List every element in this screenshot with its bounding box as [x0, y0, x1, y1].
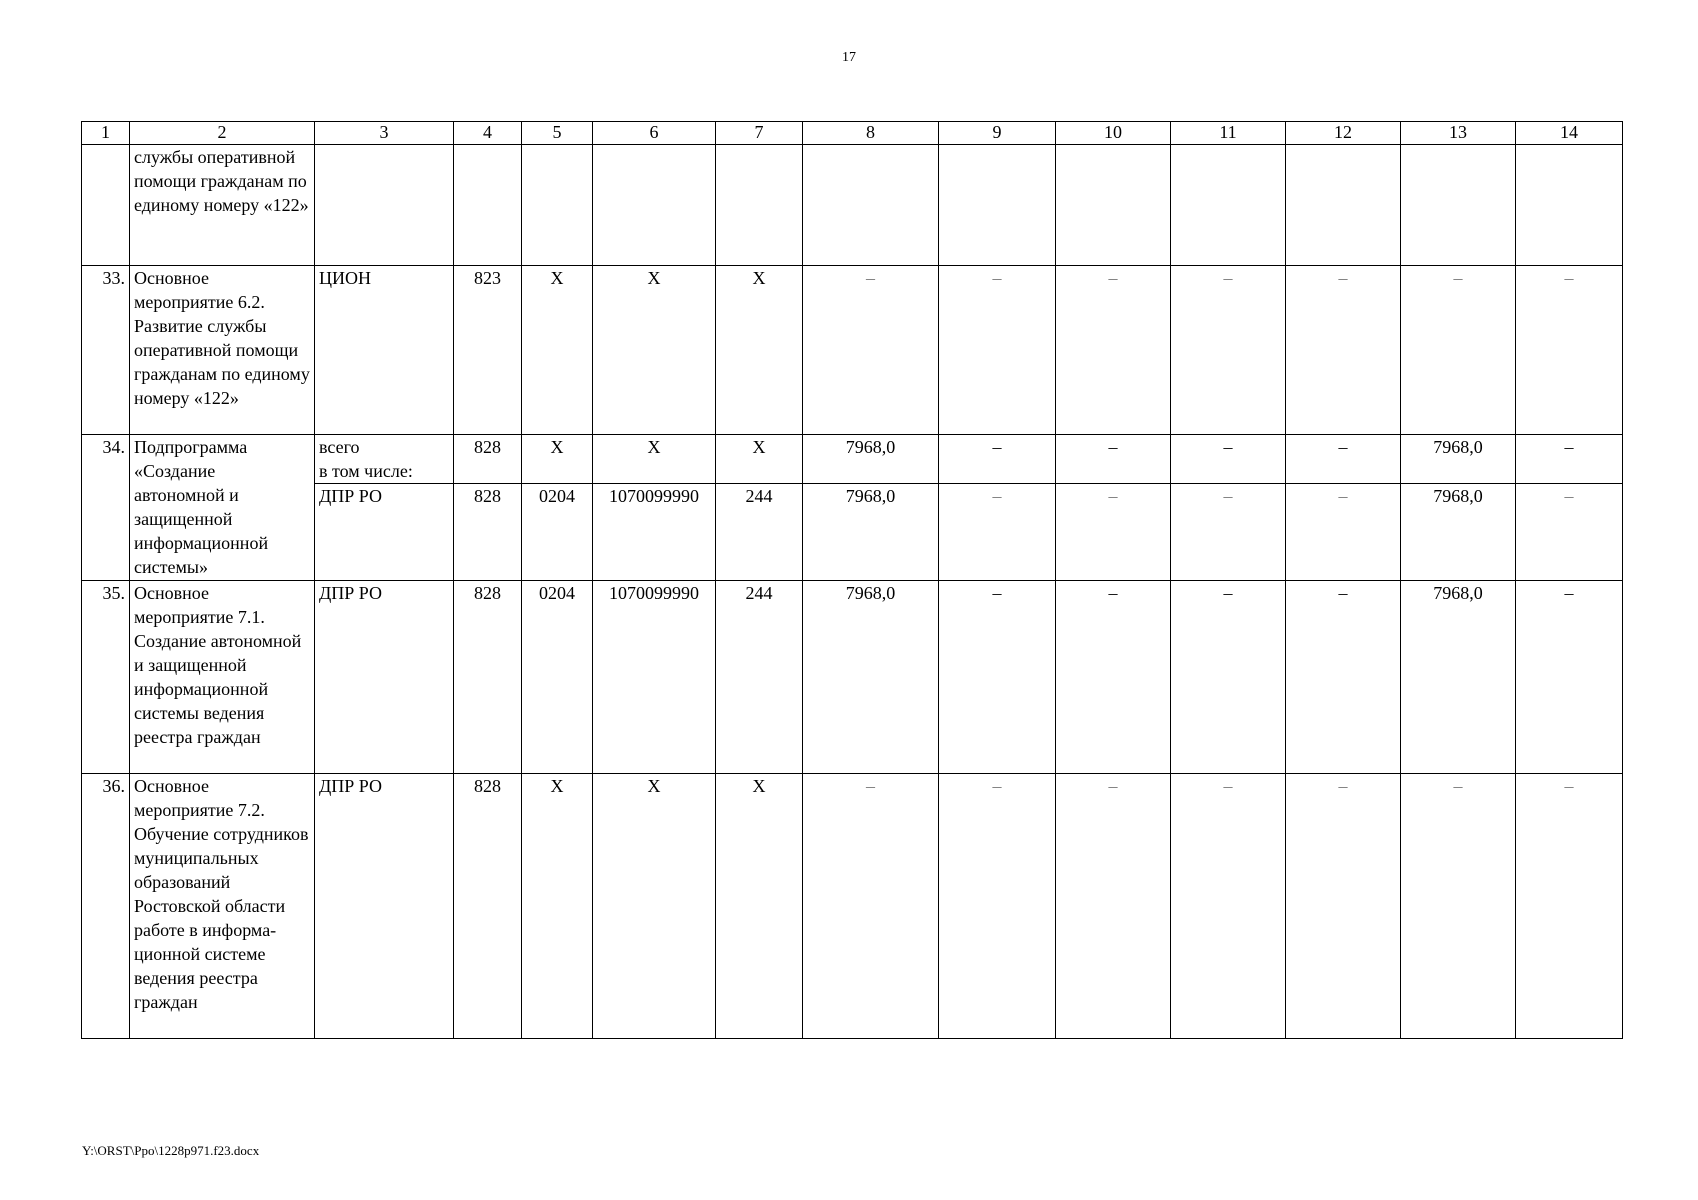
row-number: 33.	[82, 266, 130, 435]
col-header: 10	[1056, 122, 1171, 145]
cell-value: 7968,0	[1401, 581, 1516, 774]
col-header: 7	[716, 122, 803, 145]
cell-csr: 1070099990	[593, 581, 716, 774]
cell-csr: Х	[593, 435, 716, 484]
cell-value: –	[1516, 581, 1623, 774]
cell-vr: 244	[716, 484, 803, 581]
cell-value: –	[1286, 774, 1401, 1039]
cell-csr: Х	[593, 774, 716, 1039]
cell-grbs: 828	[454, 435, 522, 484]
cell-value: –	[1286, 484, 1401, 581]
footer-file-path: Y:\ORST\Ppo\1228p971.f23.docx	[82, 1143, 260, 1158]
col-header: 5	[522, 122, 593, 145]
col-header: 3	[315, 122, 454, 145]
cell-value: –	[1056, 774, 1171, 1039]
cell-value: 7968,0	[1401, 484, 1516, 581]
row-number: 35.	[82, 581, 130, 774]
cell-value: –	[1171, 435, 1286, 484]
cell-rzpr: 0204	[522, 581, 593, 774]
cell-value: –	[1516, 774, 1623, 1039]
cell-value: –	[939, 266, 1056, 435]
header-row	[82, 122, 1623, 145]
cell-value: 7968,0	[1401, 435, 1516, 484]
row-name: Основное мероприятие 7.1. Создание автономной и защищенной информационной системы ведения реестра граждан	[130, 581, 315, 774]
cell-value: –	[1286, 435, 1401, 484]
cell-value: –	[1286, 581, 1401, 774]
cell-value: 7968,0	[803, 581, 939, 774]
cell-grbs: 823	[454, 266, 522, 435]
cell-value: –	[939, 581, 1056, 774]
cell-vr: Х	[716, 435, 803, 484]
table-row	[82, 581, 1623, 774]
cell-value: –	[1056, 266, 1171, 435]
col-header: 14	[1516, 122, 1623, 145]
cell-value: –	[1286, 266, 1401, 435]
cell-vr: Х	[716, 774, 803, 1039]
row-number: 36.	[82, 774, 130, 1039]
cell-rzpr: 0204	[522, 484, 593, 581]
table-row	[82, 435, 1623, 484]
col-header: 2	[130, 122, 315, 145]
cell-value: –	[1056, 581, 1171, 774]
col-header: 6	[593, 122, 716, 145]
row-executor: ДПР РО	[315, 774, 454, 1039]
row-number: 34.	[82, 435, 130, 581]
cell-grbs: 828	[454, 484, 522, 581]
page-number: 17	[842, 50, 856, 65]
cell-value: –	[803, 774, 939, 1039]
cell-rzpr: Х	[522, 774, 593, 1039]
col-header: 11	[1171, 122, 1286, 145]
row-name: Подпрограмма «Создание автономной и защищенной информационной системы»	[130, 435, 315, 581]
cell-value: –	[1171, 581, 1286, 774]
cell-grbs: 828	[454, 581, 522, 774]
cell-value: –	[939, 435, 1056, 484]
cell-vr: Х	[716, 266, 803, 435]
cell-value: –	[803, 266, 939, 435]
cell-value: –	[1401, 266, 1516, 435]
row-executor: всего в том числе:	[315, 435, 454, 484]
cell-value: –	[1171, 484, 1286, 581]
col-header: 1	[82, 122, 130, 145]
cell-value: –	[1056, 435, 1171, 484]
cell-rzpr: Х	[522, 435, 593, 484]
row-executor: ЦИОН	[315, 266, 454, 435]
cell-value: –	[1171, 266, 1286, 435]
budget-table	[81, 121, 1623, 1039]
col-header: 12	[1286, 122, 1401, 145]
col-header: 8	[803, 122, 939, 145]
cell-value: –	[939, 484, 1056, 581]
cell-grbs: 828	[454, 774, 522, 1039]
cell-value: –	[1171, 774, 1286, 1039]
table-row	[82, 145, 1623, 266]
cell-value: –	[1516, 266, 1623, 435]
row-name: службы оперативной помощи гражданам по единому номеру «122»	[130, 145, 315, 266]
col-header: 9	[939, 122, 1056, 145]
table-row	[82, 266, 1623, 435]
col-header: 4	[454, 122, 522, 145]
cell-value: –	[1516, 484, 1623, 581]
cell-vr: 244	[716, 581, 803, 774]
col-header: 13	[1401, 122, 1516, 145]
cell-value: –	[1401, 774, 1516, 1039]
cell-value: –	[1056, 484, 1171, 581]
row-name: Основное мероприятие 7.2. Обучение сотрудников муниципальных образований Ростовской области работе в информа-ционной системе ведения реестра граждан	[130, 774, 315, 1039]
row-executor: ДПР РО	[315, 484, 454, 581]
cell-rzpr: Х	[522, 266, 593, 435]
row-name: Основное мероприятие 6.2. Развитие службы оперативной помощи гражданам по единому номеру «122»	[130, 266, 315, 435]
row-executor: ДПР РО	[315, 581, 454, 774]
cell-value: –	[939, 774, 1056, 1039]
cell-csr: Х	[593, 266, 716, 435]
cell-value: 7968,0	[803, 435, 939, 484]
cell-value: 7968,0	[803, 484, 939, 581]
table-row	[82, 774, 1623, 1039]
cell-csr: 1070099990	[593, 484, 716, 581]
cell-value: –	[1516, 435, 1623, 484]
